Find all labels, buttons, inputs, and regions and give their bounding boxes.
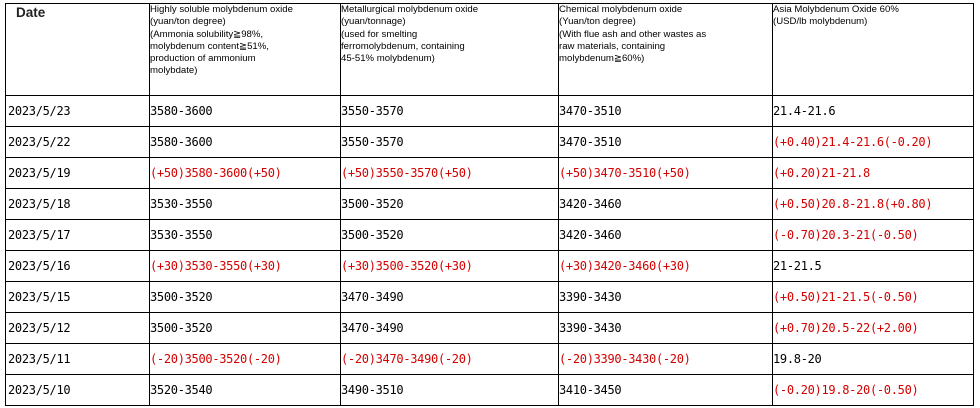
highly-soluble-cell: 3530-3550 <box>150 220 341 251</box>
header-line: production of ammonium <box>150 53 256 65</box>
highly-soluble-cell: 3500-3520 <box>150 313 341 344</box>
metallurgical-cell: (+50)3550-3570(+50) <box>341 158 559 189</box>
date-cell: 2023/5/11 <box>6 344 150 375</box>
header-line: Metallurgical molybdenum oxide <box>341 4 479 15</box>
header-line: Highly soluble molybdenum oxide <box>150 4 293 15</box>
table-row <box>6 282 974 313</box>
header-line: raw materials, containing <box>559 40 666 52</box>
chemical-cell: (+30)3420-3460(+30) <box>559 251 773 282</box>
table-row <box>6 375 974 406</box>
asia-oxide-cell: (+0.50)21-21.5(-0.50) <box>773 282 974 313</box>
asia-oxide-cell: (+0.70)20.5-22(+2.00) <box>773 313 974 344</box>
highly-soluble-cell: 3580-3600 <box>150 96 341 127</box>
date-cell: 2023/5/16 <box>6 251 150 282</box>
chemical-cell: 3410-3450 <box>559 375 773 406</box>
table-header <box>6 4 974 96</box>
date-cell: 2023/5/15 <box>6 282 150 313</box>
highly-soluble-cell: (-20)3500-3520(-20) <box>150 344 341 375</box>
metallurgical-cell: 3490-3510 <box>341 375 559 406</box>
table-row <box>6 158 974 189</box>
chemical-cell: 3420-3460 <box>559 189 773 220</box>
highly-soluble-cell: 3500-3520 <box>150 282 341 313</box>
metallurgical-cell: 3470-3490 <box>341 313 559 344</box>
metallurgical-cell: 3500-3520 <box>341 220 559 251</box>
chemical-cell: (-20)3390-3430(-20) <box>559 344 773 375</box>
date-cell: 2023/5/19 <box>6 158 150 189</box>
table-row <box>6 344 974 375</box>
table-row <box>6 96 974 127</box>
table-row <box>6 313 974 344</box>
header-row <box>6 4 974 96</box>
asia-oxide-cell: 21-21.5 <box>773 251 974 282</box>
highly-soluble-cell: 3530-3550 <box>150 189 341 220</box>
metallurgical-cell: (+30)3500-3520(+30) <box>341 251 559 282</box>
chemical-cell: 3390-3430 <box>559 313 773 344</box>
date-cell: 2023/5/22 <box>6 127 150 158</box>
header-line: Asia Molybdenum Oxide 60% <box>773 4 899 15</box>
table-row <box>6 127 974 158</box>
date-cell: 2023/5/12 <box>6 313 150 344</box>
metallurgical-cell: (-20)3470-3490(-20) <box>341 344 559 375</box>
chemical-column-header <box>559 4 773 96</box>
highly-soluble-cell: 3520-3540 <box>150 375 341 406</box>
header-line: (Ammonia solubility≧98%, <box>150 28 264 40</box>
metallurgical-column-header <box>341 4 559 96</box>
asia-oxide-cell: 21.4-21.6 <box>773 96 974 127</box>
asia-oxide-cell: (+0.20)21-21.8 <box>773 158 974 189</box>
header-line: (used for smelting <box>341 28 418 40</box>
header-line: molybdenum≧60%) <box>559 53 645 65</box>
table-body <box>6 96 974 406</box>
chemical-cell: 3420-3460 <box>559 220 773 251</box>
chemical-cell: 3390-3430 <box>559 282 773 313</box>
header-line: 45-51% molybdenum) <box>341 53 435 65</box>
metallurgical-cell: 3550-3570 <box>341 96 559 127</box>
highly-soluble-cell: (+30)3530-3550(+30) <box>150 251 341 282</box>
metallurgical-cell: 3500-3520 <box>341 189 559 220</box>
date-cell: 2023/5/10 <box>6 375 150 406</box>
table-row <box>6 251 974 282</box>
asia-oxide-cell: (-0.20)19.8-20(-0.50) <box>773 375 974 406</box>
date-cell: 2023/5/23 <box>6 96 150 127</box>
header-line: molybdate) <box>150 65 198 77</box>
chemical-cell: (+50)3470-3510(+50) <box>559 158 773 189</box>
date-cell: 2023/5/17 <box>6 220 150 251</box>
metallurgical-cell: 3470-3490 <box>341 282 559 313</box>
chemical-cell: 3470-3510 <box>559 127 773 158</box>
asia-oxide-cell: (+0.40)21.4-21.6(-0.20) <box>773 127 974 158</box>
date-cell: 2023/5/18 <box>6 189 150 220</box>
table-row <box>6 189 974 220</box>
molybdenum-oxide-price-table <box>5 3 974 406</box>
header-line: (Yuan/ton degree) <box>559 16 636 28</box>
metallurgical-cell: 3550-3570 <box>341 127 559 158</box>
header-line: Chemical molybdenum oxide <box>559 4 683 15</box>
header-line: (USD/lb molybdenum) <box>773 16 868 28</box>
asia-oxide-column-header <box>773 4 974 96</box>
table-row <box>6 220 974 251</box>
header-line: (With flue ash and other wastes as <box>559 28 707 40</box>
header-line: ferromolybdenum, containing <box>341 40 465 52</box>
chemical-cell: 3470-3510 <box>559 96 773 127</box>
highly-soluble-cell: 3580-3600 <box>150 127 341 158</box>
date-column-header: Date <box>6 4 150 96</box>
highly-soluble-column-header <box>150 4 341 96</box>
asia-oxide-cell: (-0.70)20.3-21(-0.50) <box>773 220 974 251</box>
asia-oxide-cell: 19.8-20 <box>773 344 974 375</box>
header-line: (yuan/tonnage) <box>341 16 406 28</box>
header-line: molybdenum content≧51%, <box>150 40 269 52</box>
header-line: (yuan/ton degree) <box>150 16 226 28</box>
highly-soluble-cell: (+50)3580-3600(+50) <box>150 158 341 189</box>
asia-oxide-cell: (+0.50)20.8-21.8(+0.80) <box>773 189 974 220</box>
